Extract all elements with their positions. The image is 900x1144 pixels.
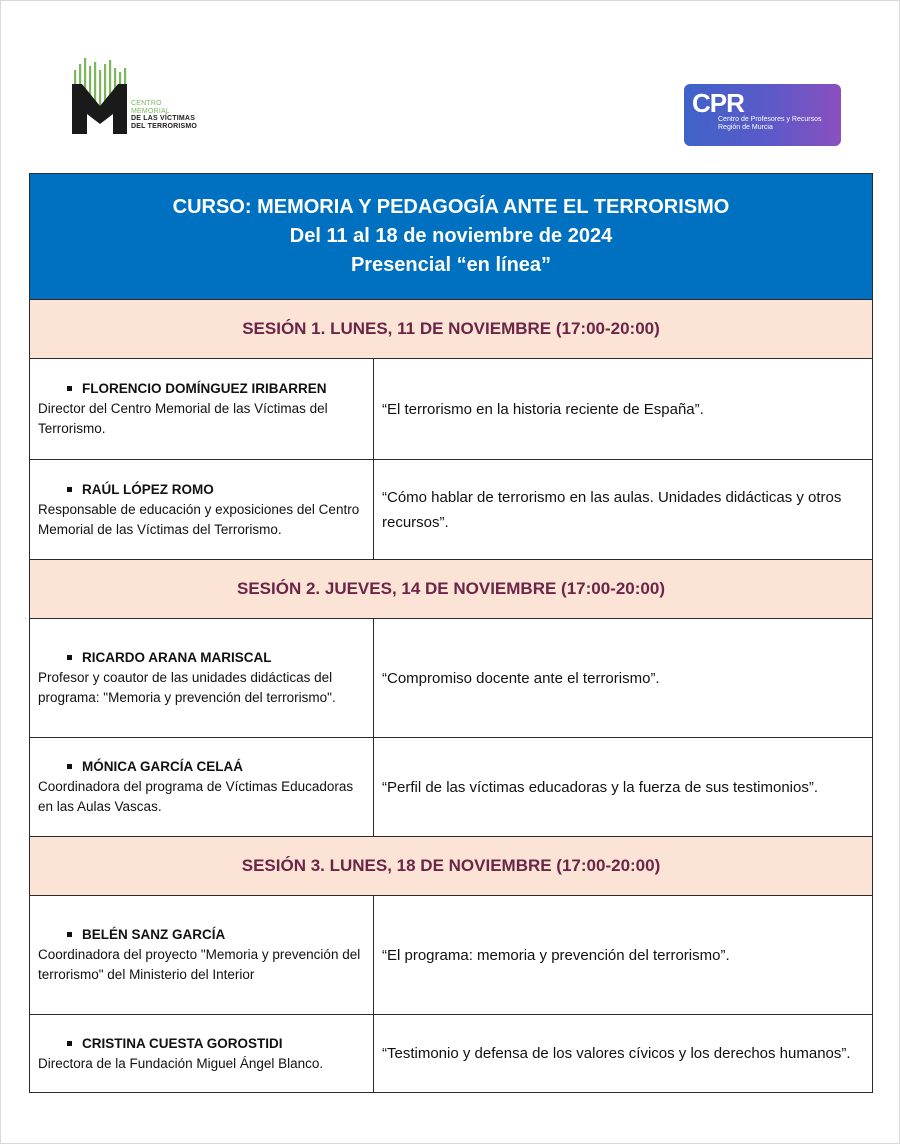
speaker-cell: [30, 460, 374, 560]
speaker-name: RICARDO ARANA MARISCAL: [38, 648, 365, 668]
session-header: SESIÓN 3. LUNES, 18 DE NOVIEMBRE (17:00-20:00): [30, 837, 873, 896]
talk-title: “Compromiso docente ante el terrorismo”.: [374, 619, 873, 738]
course-title: CURSO: MEMORIA Y PEDAGOGÍA ANTE EL TERRORISMO: [172, 196, 730, 218]
cpr-logo: [684, 84, 841, 146]
cpr-mark: CPR: [692, 88, 744, 118]
table-row: [30, 619, 873, 738]
speaker-role: Profesor y coautor de las unidades didácticas del programa: "Memoria y prevención del terrorismo".: [38, 670, 336, 705]
speaker-cell: [30, 896, 374, 1015]
course-modality: Presencial “en línea”: [350, 254, 552, 276]
bullet-icon: [67, 655, 72, 660]
cpr-line-2: Región de Murcia: [718, 124, 773, 131]
logo-line-4: DEL TERRORISMO: [131, 122, 198, 130]
speaker-role: Coordinadora del programa de Víctimas Educadoras en las Aulas Vascas.: [38, 779, 354, 814]
table-row: [30, 460, 873, 560]
course-dates: Del 11 al 18 de noviembre de 2024: [289, 225, 613, 247]
talk-title: “Cómo hablar de terrorismo en las aulas. Unidades didácticas y otros recursos”.: [374, 460, 873, 560]
logo-line-1: CENTRO: [131, 100, 162, 107]
cpr-line-1: Centro de Profesores y Recursos: [718, 116, 822, 123]
speaker-cell: [30, 359, 374, 460]
speaker-role: Directora de la Fundación Miguel Ángel Blanco.: [38, 1055, 324, 1071]
centro-memorial-logo: [72, 56, 222, 138]
table-row: [30, 738, 873, 837]
cpr-subtitle: [718, 116, 822, 132]
course-header: [30, 174, 873, 300]
bullet-icon: [67, 487, 72, 492]
speaker-name: MÓNICA GARCÍA CELAÁ: [38, 757, 365, 777]
table-row: [30, 359, 873, 460]
session-header: SESIÓN 2. JUEVES, 14 DE NOVIEMBRE (17:00-20:00): [30, 560, 873, 619]
speaker-role: Director del Centro Memorial de las Víctimas del Terrorismo.: [38, 401, 328, 436]
program-table: [29, 173, 873, 1093]
talk-title: “El terrorismo en la historia reciente de España”.: [374, 359, 873, 460]
speaker-role: Responsable de educación y exposiciones del Centro Memorial de las Víctimas del Terrorismo.: [38, 501, 360, 537]
bullet-icon: [67, 764, 72, 769]
speaker-name: FLORENCIO DOMÍNGUEZ IRIBARREN: [38, 379, 365, 399]
speaker-role: Coordinadora del proyecto "Memoria y prevención del terrorismo" del Ministerio del Interior: [38, 947, 361, 982]
talk-title: “Perfil de las víctimas educadoras y la fuerza de sus testimonios”.: [374, 738, 873, 837]
session-header: SESIÓN 1. LUNES, 11 DE NOVIEMBRE (17:00-20:00): [30, 300, 873, 359]
table-row: [30, 1015, 873, 1093]
talk-title: “Testimonio y defensa de los valores cívicos y los derechos humanos”.: [374, 1015, 873, 1093]
table-row: [30, 896, 873, 1015]
speaker-cell: [30, 738, 374, 837]
bullet-icon: [67, 1041, 72, 1046]
memorial-bars-icon: [72, 56, 130, 136]
talk-title: “El programa: memoria y prevención del terrorismo”.: [374, 896, 873, 1015]
speaker-name: BELÉN SANZ GARCÍA: [38, 925, 365, 945]
speaker-cell: [30, 619, 374, 738]
speaker-name: RAÚL LÓPEZ ROMO: [38, 480, 365, 500]
logo-line-3: DE LAS VÍCTIMAS: [131, 115, 196, 122]
memorial-logo-text: [131, 100, 197, 130]
bullet-icon: [67, 386, 72, 391]
speaker-name: CRISTINA CUESTA GOROSTIDI: [38, 1034, 365, 1054]
logo-line-2: MEMORIAL: [131, 107, 170, 115]
speaker-cell: [30, 1015, 374, 1093]
bullet-icon: [67, 932, 72, 937]
